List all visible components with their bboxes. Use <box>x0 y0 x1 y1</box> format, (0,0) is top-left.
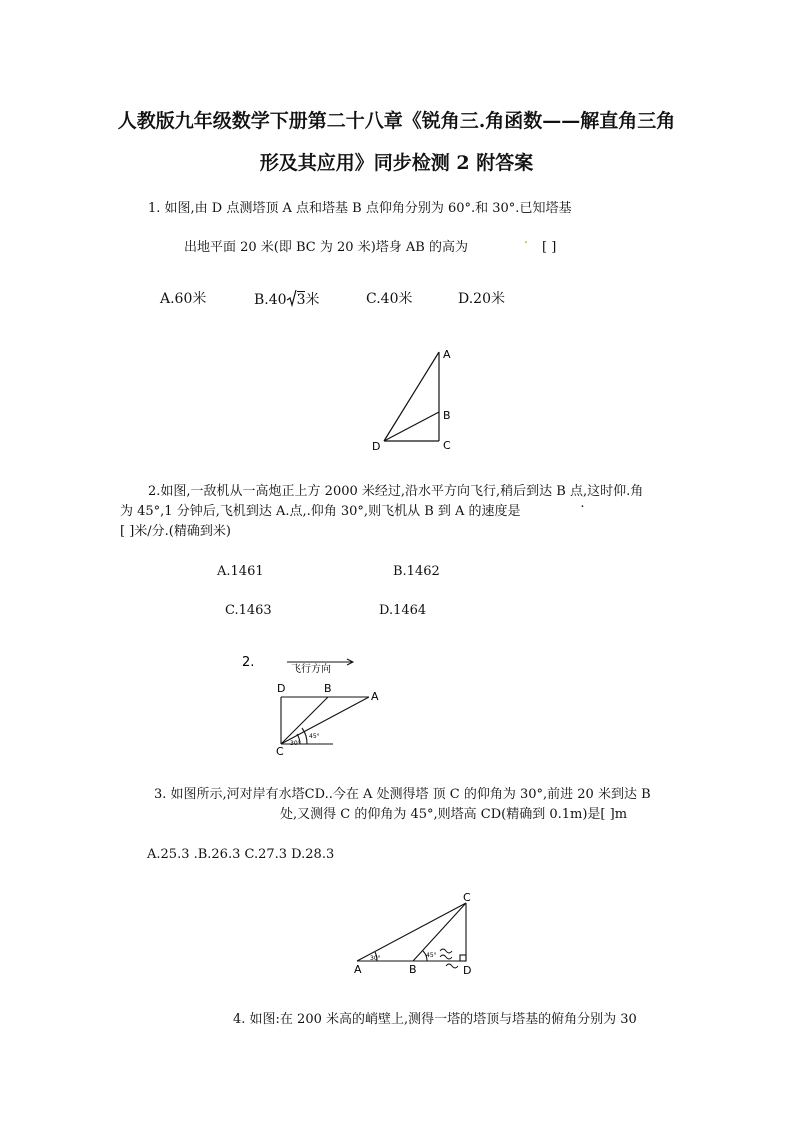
q1-option-b-prefix: B.40 <box>254 292 287 308</box>
q1-option-b-radicand: 3 <box>296 292 306 308</box>
q1-option-d: D.20米 <box>458 291 505 307</box>
q2-text-line-2 <box>120 496 589 521</box>
q1-option-b <box>254 289 319 310</box>
q2-angle-30-label: 30° <box>290 740 301 747</box>
q3-text-line-1: 3. 如图所示,河对岸有水塔CD..今在 A 处测得塔 顶 C 的仰角为 30°,前进 20 米到达 B <box>154 787 651 802</box>
q1-option-c: C.40米 <box>366 291 413 307</box>
q1-blank-dot: . <box>523 232 528 247</box>
q1-text-line-2 <box>184 232 557 257</box>
q2-figure-label-d: D <box>277 682 286 695</box>
q3-text-line-2: 处,又测得 C 的仰角为 45°,则塔高 CD(精确到 0.1m)是[ ]m <box>280 807 628 822</box>
q2-text-line-1: 2.如图,一敌机从一高炮正上方 2000 米经过,沿水平方向飞行,稍后到达 B 点,这时仰.角 <box>148 484 644 499</box>
q3-figure-label-a: A <box>354 963 362 976</box>
q3-angle-30-label: 30° <box>370 955 381 962</box>
q3-angle-45-label: 45° <box>426 952 437 959</box>
q1-option-a: A.60米 <box>160 291 207 307</box>
q2-figure-label-c: C <box>276 745 284 758</box>
q1-figure-label-a: A <box>443 348 451 361</box>
q3-figure-label-b: B <box>409 963 417 976</box>
q1-answer-bracket: [ ] <box>541 240 557 255</box>
q1-figure-label-d: D <box>372 440 381 453</box>
q2-blank-dot: . <box>580 496 585 511</box>
q3-figure-label-c: C <box>463 891 471 904</box>
q1-text-line-1: 1. 如图,由 D 点测塔顶 A 点和塔基 B 点仰角分别为 60°.和 30°.已知塔基 <box>148 201 572 216</box>
q4-text-line-1: 4. 如图:在 200 米高的峭壁上,测得一塔的塔顶与塔基的俯角分别为 30 <box>233 1012 637 1027</box>
q1-stem: 出地平面 20 米(即 BC 为 20 米)塔身 AB 的高为 <box>184 240 468 255</box>
q3-options: A.25.3 .B.26.3 C.27.3 D.28.3 <box>147 847 335 862</box>
q2-option-d: D.1464 <box>379 603 427 618</box>
q2-angle-45-label: 45° <box>309 733 320 740</box>
q2-flight-direction-label: 飞行方向 <box>291 664 331 675</box>
document-title-line-1: 人教版九年级数学下册第二十八章《锐角三.角函数——解直角三角 <box>117 110 676 132</box>
q1-figure-label-b: B <box>443 409 451 422</box>
q2-stem: 为 45°,1 分钟后,飞机到达 A.点,.仰角 30°,则飞机从 B 到 A 的速度是 <box>120 504 521 519</box>
q2-figure-label-b: B <box>324 682 332 695</box>
q2-option-b: B.1462 <box>393 564 440 579</box>
sqrt-icon <box>287 289 297 310</box>
q2-option-c: C.1463 <box>225 603 272 618</box>
q2-figure-label-a: A <box>371 690 379 703</box>
q1-figure-label-c: C <box>443 439 451 452</box>
q1-option-b-suffix: 米 <box>305 292 320 308</box>
q2-text-line-3: [ ]米/分.(精确到米) <box>120 524 231 539</box>
q2-figure-number: 2. <box>242 655 255 670</box>
q3-figure-label-d: D <box>463 964 472 977</box>
document-title-line-2: 形及其应用》同步检测 2 附答案 <box>259 152 534 174</box>
q2-option-a: A.1461 <box>217 564 264 579</box>
